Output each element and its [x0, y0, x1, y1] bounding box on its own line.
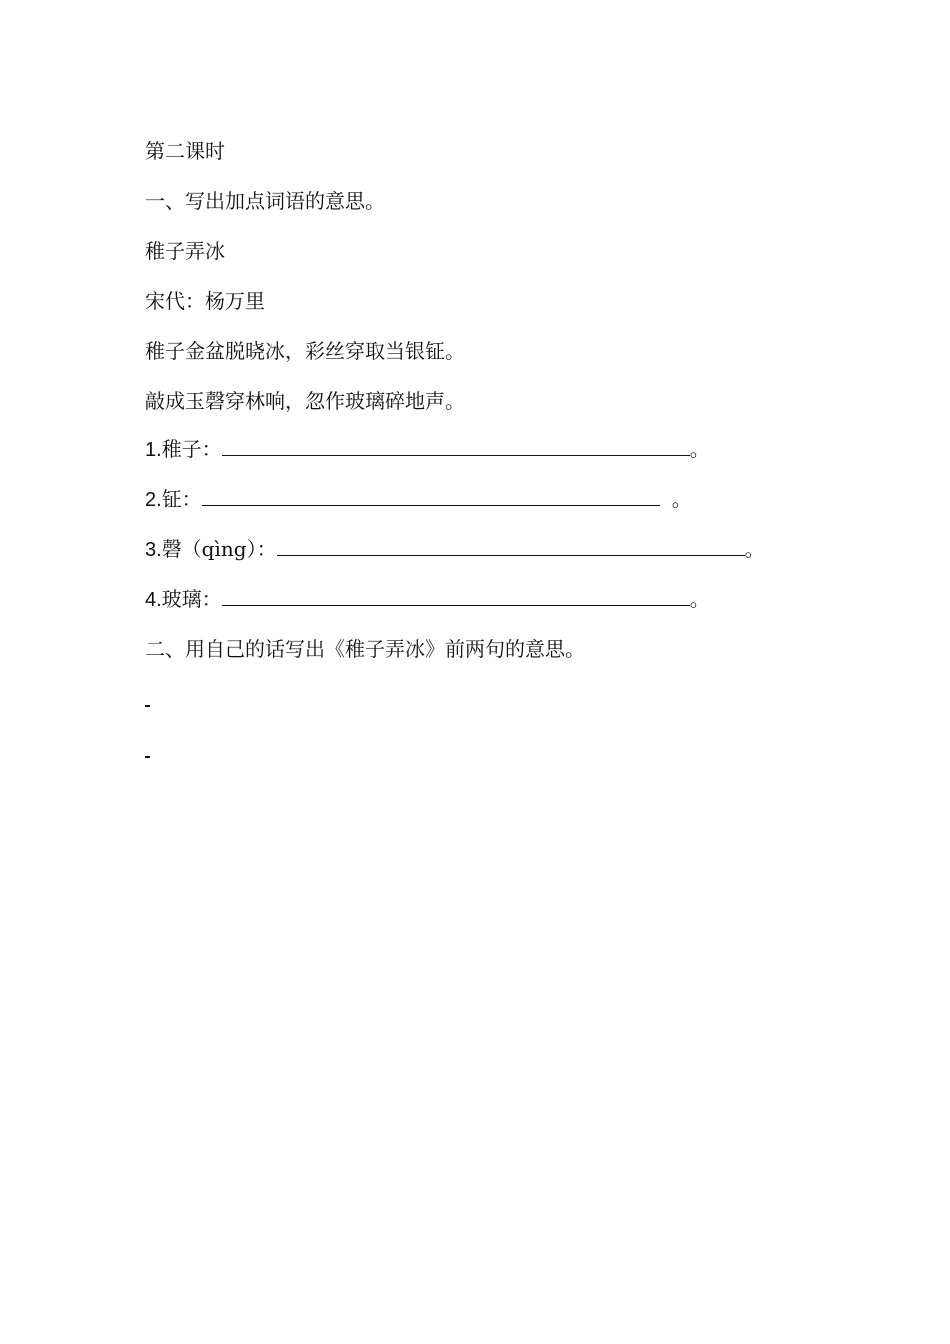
answer-blank[interactable]	[222, 587, 690, 606]
item-end-mark: 。	[689, 437, 710, 461]
item-end-mark: 。	[689, 587, 710, 611]
answer-line-marker[interactable]	[145, 705, 150, 707]
item-number: 4.	[145, 589, 162, 611]
poem-author: 宋代：杨万里	[145, 289, 265, 313]
poem-line-2: 敲成玉磬穿林响，忽作玻璃碎地声。	[145, 389, 465, 413]
item-end-mark: 。	[671, 487, 692, 511]
section-1-heading: 一、写出加点词语的意思。	[145, 189, 385, 213]
answer-line-marker[interactable]	[145, 756, 150, 758]
poem-line-1: 稚子金盆脱晓冰，彩丝穿取当银钲。	[145, 339, 465, 363]
section-2-heading: 二、用自己的话写出《稚子弄冰》前两句的意思。	[145, 637, 585, 661]
item-number: 3.	[145, 539, 162, 561]
item-term: 钲：	[161, 487, 202, 511]
question-item-2	[145, 486, 692, 513]
item-term: 玻璃：	[161, 587, 222, 611]
poem-title: 稚子弄冰	[145, 239, 225, 263]
question-item-4	[145, 586, 710, 613]
item-end-mark: 。	[744, 537, 765, 561]
item-number: 2.	[145, 489, 162, 511]
answer-blank[interactable]	[222, 437, 690, 456]
question-item-3	[145, 536, 765, 563]
item-number: 1.	[145, 439, 162, 461]
lesson-title: 第二课时	[145, 139, 225, 163]
answer-blank[interactable]	[202, 487, 660, 506]
answer-blank[interactable]	[277, 537, 745, 556]
question-item-1	[145, 436, 710, 463]
item-term: 磬（qìng）：	[161, 537, 277, 561]
item-term: 稚子：	[161, 437, 222, 461]
